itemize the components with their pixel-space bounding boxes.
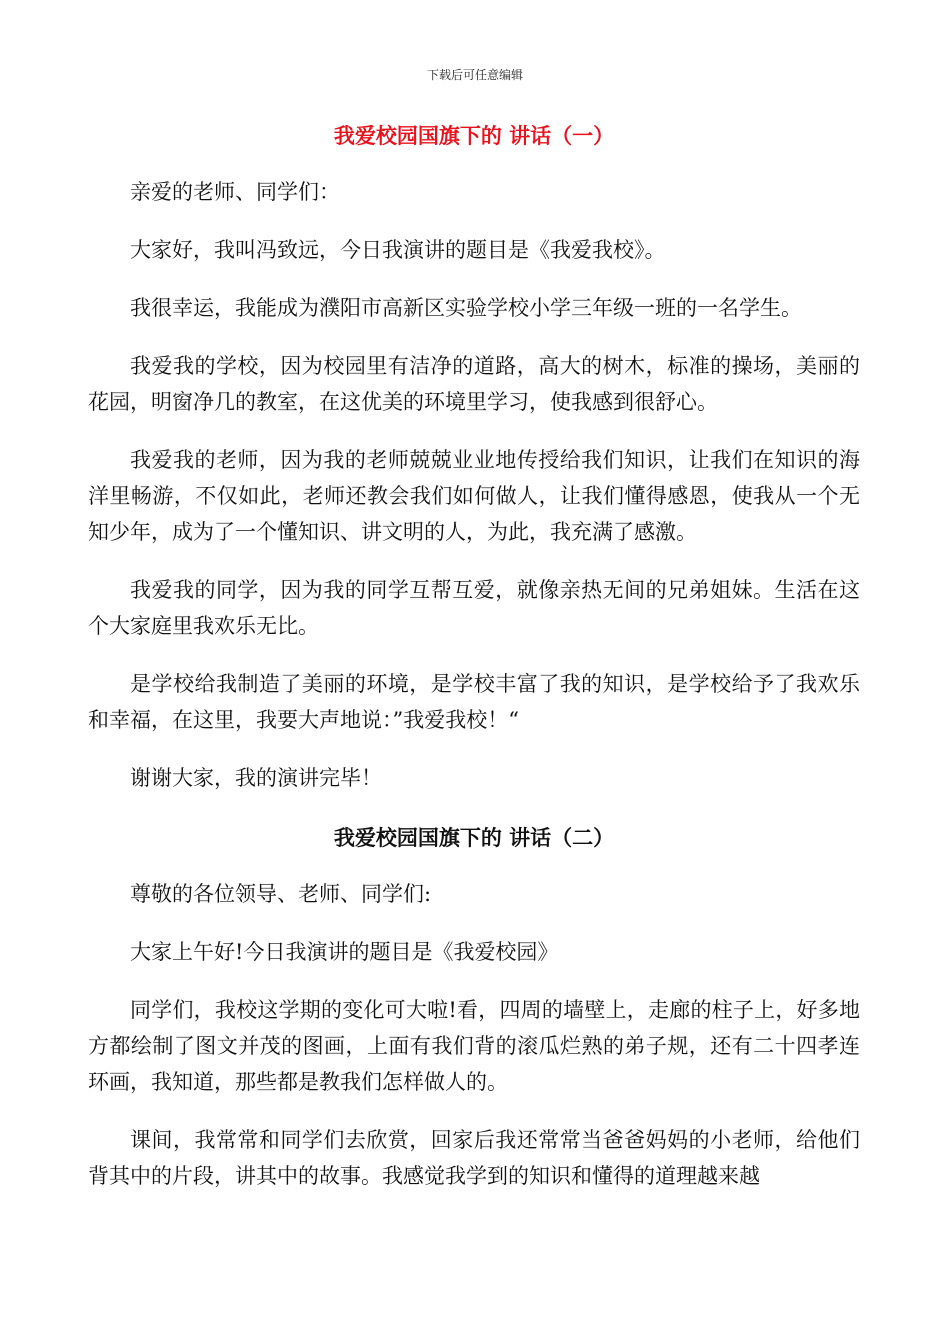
paragraph: 我爱我的同学，因为我的同学互帮互爱，就像亲热无间的兄弟姐妹。生活在这个大家庭里我欢乐无比。 (88, 578, 860, 638)
paragraph: 是学校给我制造了美丽的环境，是学校丰富了我的知识，是学校给予了我欢乐和幸福，在这里，我要大声地说：”我爱我校！“ (88, 672, 860, 732)
paragraph: 我爱我的老师，因为我的老师兢兢业业地传授给我们知识，让我们在知识的海洋里畅游，不仅如此，老师还教会我们如何做人，让我们懂得感恩，使我从一个无知少年，成为了一个懂知识、讲文明的人，为此，我充满了感激。 (88, 448, 860, 544)
paragraph: 大家好，我叫冯致远，今日我演讲的题目是《我爱我校》。 (130, 238, 666, 262)
paragraph: 课间，我常常和同学们去欣赏，回家后我还常常当爸爸妈妈的小老师，给他们背其中的片段，讲其中的故事。我感觉我学到的知识和懂得的道理越来越 (88, 1128, 860, 1188)
paragraph: 同学们，我校这学期的变化可大啦!看，四周的墙壁上，走廊的柱子上，好多地方都绘制了图文并茂的图画，上面有我们背的滚瓜烂熟的弟子规，还有二十四孝连环画，我知道，那些都是教我们怎样做人的。 (88, 998, 860, 1094)
paragraph: 亲爱的老师、同学们： (130, 180, 340, 204)
section2-title: 我爱校园国旗下的 讲话（二） (333, 825, 615, 850)
header-note: 下载后可任意编辑 (426, 68, 523, 82)
paragraph: 谢谢大家，我的演讲完毕！ (130, 766, 382, 790)
document-body (88, 116, 860, 1216)
paragraph: 尊敬的各位领导、老师、同学们: (130, 882, 432, 906)
paragraph: 大家上午好!今日我演讲的题目是《我爱校园》 (130, 940, 559, 964)
section1-title: 我爱校园国旗下的 讲话（一） (333, 123, 615, 148)
paragraph: 我爱我的学校，因为校园里有洁净的道路，高大的树木，标准的操场，美丽的花园，明窗净几的教室，在这优美的环境里学习，使我感到很舒心。 (88, 354, 860, 414)
paragraph: 我很幸运，我能成为濮阳市高新区实验学校小学三年级一班的一名学生。 (130, 296, 802, 320)
